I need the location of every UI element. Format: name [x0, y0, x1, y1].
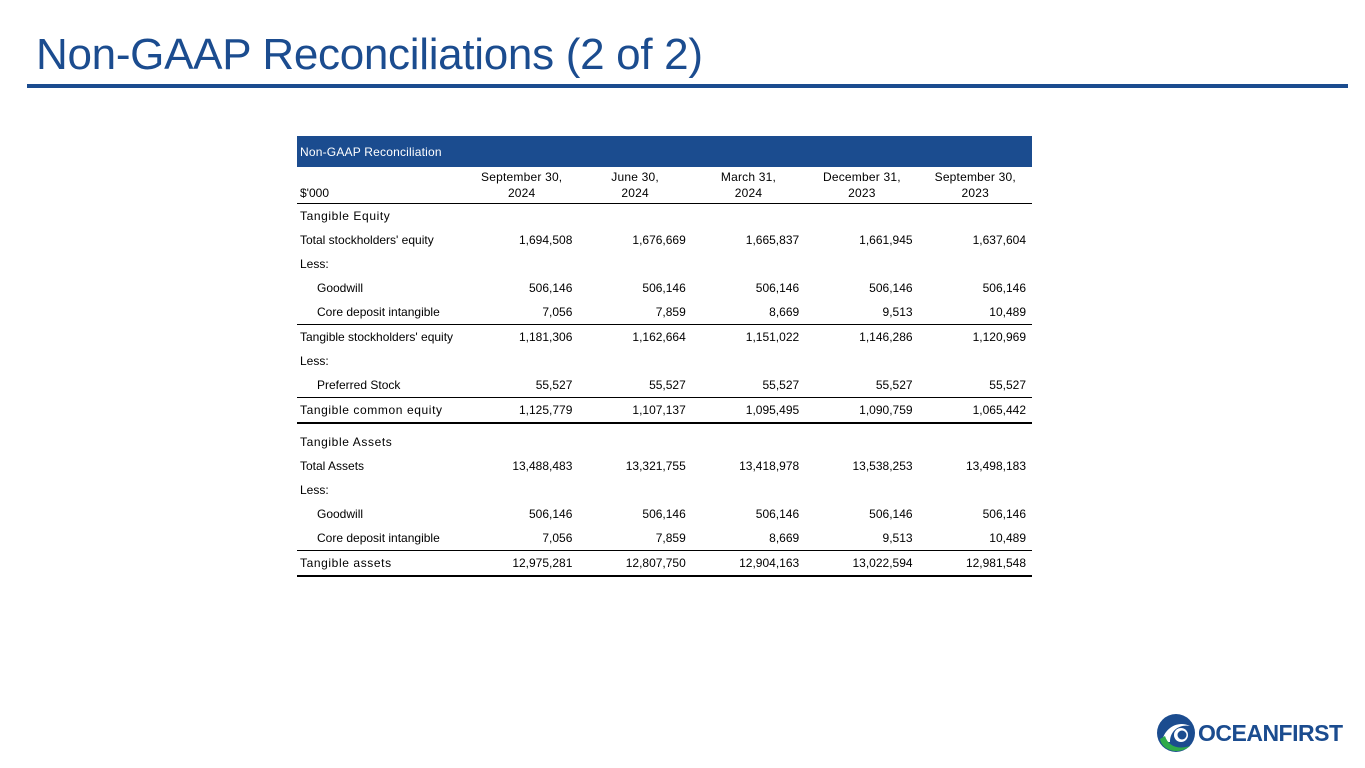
reconciliation-table — [297, 136, 1032, 577]
subtotal-row: Tangible stockholders' equity 1,181,306 1,162,664 1,151,022 1,146,286 1,120,969 — [300, 330, 1026, 344]
oceanfirst-wave-logo-icon — [1156, 712, 1196, 754]
page-title: Non-GAAP Reconciliations (2 of 2) — [36, 30, 703, 79]
table-banner-row — [297, 136, 1032, 167]
spacer-row — [297, 423, 1032, 430]
table-row: Total stockholders' equity 1,694,508 1,676,669 1,665,837 1,661,945 1,637,604 — [300, 233, 1026, 247]
column-header: June 30, 2024 — [578, 167, 691, 204]
column-header: December 31, 2023 — [805, 167, 918, 204]
table-row: Preferred Stock 55,527 55,527 55,527 55,527 55,527 — [297, 373, 1032, 398]
logo-wordmark: OCEANFIRST — [1198, 720, 1343, 746]
table-header-row — [297, 167, 1032, 204]
total-row: Tangible assets 12,975,281 12,807,750 12,904,163 13,022,594 12,981,548 — [297, 551, 1032, 577]
total-row: Tangible common equity 1,125,779 1,107,137 1,095,495 1,090,759 1,065,442 — [297, 398, 1032, 424]
column-header: September 30, 2024 — [465, 167, 578, 204]
table-row: Goodwill 506,146 506,146 506,146 506,146 506,146 — [317, 281, 1026, 295]
table-row: Core deposit intangible 7,056 7,859 8,669 9,513 10,489 — [297, 526, 1032, 551]
table-row: Less: — [300, 483, 329, 497]
unit-label: $'000 — [297, 167, 465, 204]
table-banner-title: Non-GAAP Reconciliation — [297, 136, 465, 167]
table-row: Core deposit intangible 7,056 7,859 8,669 9,513 10,489 — [297, 300, 1032, 325]
table-row: Goodwill 506,146 506,146 506,146 506,146 506,146 — [317, 507, 1026, 521]
column-header: September 30, 2023 — [919, 167, 1032, 204]
table-row: Less: — [300, 257, 329, 271]
section-header-tangible-equity: Tangible Equity — [300, 209, 391, 223]
table-row: Total Assets 13,488,483 13,321,755 13,418,978 13,538,253 13,498,183 — [300, 459, 1026, 473]
table-row: Less: — [300, 354, 329, 368]
column-header: March 31, 2024 — [692, 167, 805, 204]
reconciliation-table-container — [297, 136, 1032, 577]
oceanfirst-logo — [1156, 712, 1342, 754]
section-header-tangible-assets: Tangible Assets — [300, 435, 393, 449]
title-divider — [27, 84, 1348, 88]
